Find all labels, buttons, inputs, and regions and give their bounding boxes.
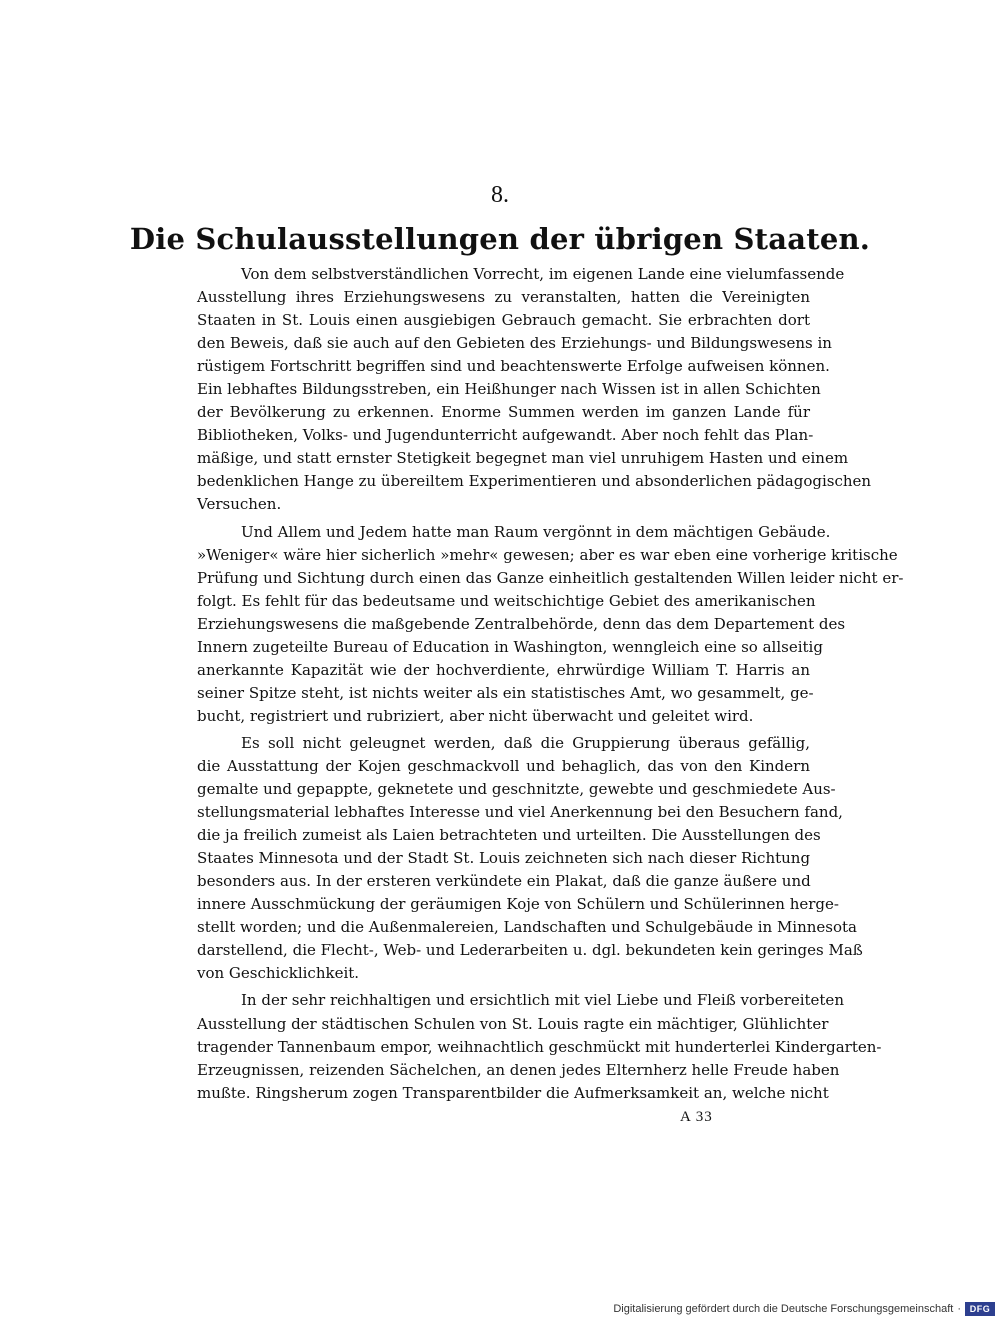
text-line: bedenklichen Hange zu übereiltem Experimentieren und absonderlichen pädagogischen (197, 472, 872, 491)
paragraph (197, 263, 872, 517)
text-line: Prüfung und Sichtung durch einen das Ganze einheitlich gestaltenden Willen leider nicht er- (197, 568, 904, 587)
text-line: Und Allem und Jedem hatte man Raum vergönnt in dem mächtigen Gebäude. (241, 522, 831, 541)
text-line: Staates Minnesota und der Stadt St. Louis zeichneten sich nach dieser Richtung (197, 849, 811, 868)
text-line: den Beweis, daß sie auch auf den Gebieten des Erziehungs- und Bildungswesens in (197, 334, 832, 353)
text-line: In der sehr reichhaltigen und ersichtlich mit viel Liebe und Fleiß vorbereiteten (241, 991, 844, 1010)
text-line: Versuchen. (197, 495, 282, 514)
paragraph (197, 989, 882, 1104)
text-line: die Ausstattung der Kojen geschmackvoll und behaglich, das von den Kindern (197, 756, 810, 775)
paragraph (197, 521, 904, 728)
footer-text: Digitalisierung gefördert durch die Deutsche Forschungsgemeinschaft (613, 1303, 954, 1315)
footer-credit[interactable] (600, 1300, 995, 1318)
body-text (197, 263, 904, 1105)
text-line: folgt. Es fehlt für das bedeutsame und weitschichtige Gebiet des amerikanischen (197, 591, 816, 610)
text-line: tragender Tannenbaum empor, weihnachtlich geschmückt mit hunderterlei Kindergarten- (197, 1037, 882, 1056)
text-line: Ausstellung der städtischen Schulen von St. Louis ragte ein mächtiger, Glühlichter (197, 1014, 829, 1033)
text-line: besonders aus. In der ersteren verkündete ein Plakat, daß die ganze äußere und (197, 872, 811, 891)
text-line: stellungsmaterial lebhaftes Interesse und viel Anerkennung bei den Besuchern fand, (197, 803, 843, 822)
text-line: innere Ausschmückung der geräumigen Koje von Schülern und Schülerinnen herge- (197, 895, 839, 914)
text-line: Bibliotheken, Volks- und Jugendunterricht aufgewandt. Aber noch fehlt das Plan- (197, 426, 814, 445)
text-line: »Weniger« wäre hier sicherlich »mehr« gewesen; aber es war eben eine vorherige kritische (197, 545, 898, 564)
text-line: Von dem selbstverständlichen Vorrecht, im eigenen Lande eine vielumfassende (241, 265, 845, 283)
text-line: darstellend, die Flecht-, Web- und Lederarbeiten u. dgl. bekundeten kein geringes Maß (197, 941, 863, 960)
text-line: Staaten in St. Louis einen ausgiebigen Gebrauch gemacht. Sie erbrachten dort (197, 311, 810, 330)
dfg-logo[interactable]: DFG (965, 1302, 995, 1316)
text-line: mußte. Ringsherum zogen Transparentbilder die Aufmerksamkeit an, welche nicht (197, 1083, 829, 1102)
text-line: Ein lebhaftes Bildungsstreben, ein Heißhunger nach Wissen ist in allen Schichten (197, 380, 821, 399)
text-line: gemalte und gepappte, geknetete und geschnitzte, gewebte und geschmiedete Aus- (197, 780, 836, 799)
text-line: stellt worden; und die Außenmalereien, Landschaften und Schulgebäude in Minnesota (197, 918, 857, 937)
text-line: von Geschicklichkeit. (197, 964, 360, 983)
text-line: Ausstellung ihres Erziehungswesens zu veranstalten, hatten die Vereinigten (197, 288, 810, 307)
text-line: Erzeugnissen, reizenden Sächelchen, an denen jedes Elternherz helle Freude haben (197, 1060, 840, 1079)
text-line: anerkannte Kapazität wie der hochverdiente, ehrwürdige William T. Harris an (197, 660, 810, 679)
text-line: rüstigem Fortschritt begriffen sind und beachtenswerte Erfolge aufweisen können. (197, 357, 830, 376)
separator-dot: · (957, 1303, 961, 1315)
text-line: Innern zugeteilte Bureau of Education in Washington, wenngleich eine so allseitig (197, 637, 823, 656)
text-line: bucht, registriert und rubriziert, aber nicht überwacht und geleitet wird. (197, 706, 754, 725)
sheet-signature: A 33 (680, 1109, 713, 1125)
chapter-number: 8. (491, 182, 509, 208)
paragraph (197, 732, 863, 986)
text-line: seiner Spitze steht, ist nichts weiter als ein statistisches Amt, wo gesammelt, ge- (197, 683, 814, 702)
text-line: mäßige, und statt ernster Stetigkeit begegnet man viel unruhigem Hasten und einem (197, 449, 849, 468)
text-line: Es soll nicht geleugnet werden, daß die Gruppierung überaus gefällig, (241, 733, 810, 752)
text-line: die ja freilich zumeist als Laien betrachteten und urteilten. Die Ausstellungen des (197, 826, 821, 845)
text-line: der Bevölkerung zu erkennen. Enorme Summen werden im ganzen Lande für (197, 403, 810, 422)
text-line: Erziehungswesens die maßgebende Zentralbehörde, denn das dem Departement des (197, 614, 846, 633)
chapter-title: Die Schulausstellungen der übrigen Staaten. (129, 222, 871, 256)
